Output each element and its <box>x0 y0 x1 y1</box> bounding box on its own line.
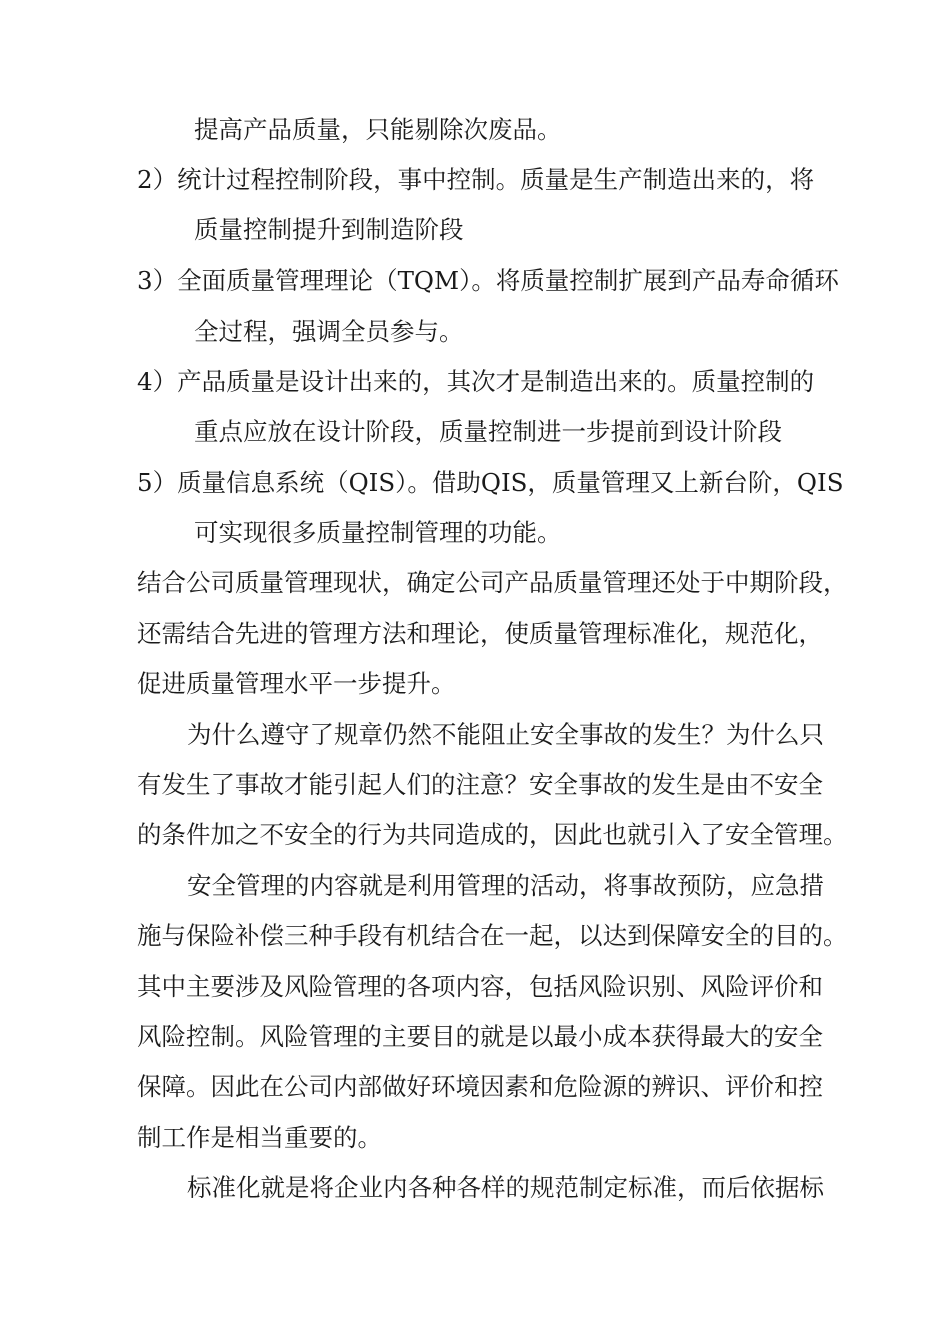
text-line: 还需结合先进的管理方法和理论，使质量管理标准化，规范化， <box>137 619 823 648</box>
text-line: 重点应放在设计阶段，质量控制进一步提前到设计阶段 <box>194 417 782 446</box>
text-line: 施与保险补偿三种手段有机结合在一起，以达到保障安全的目的。 <box>137 921 848 950</box>
text-line: 安全管理的内容就是利用管理的活动，将事故预防，应急措 <box>187 871 824 900</box>
text-line: 5）质量信息系统（QIS）。借助QIS，质量管理又上新台阶，QIS <box>137 468 844 497</box>
text-line: 促进质量管理水平一步提升。 <box>137 669 456 698</box>
text-line: 2）统计过程控制阶段，事中控制。质量是生产制造出来的，将 <box>137 165 815 194</box>
text-line: 制工作是相当重要的。 <box>137 1123 382 1152</box>
text-line: 为什么遵守了规章仍然不能阻止安全事故的发生？为什么只 <box>187 720 824 749</box>
text-line: 风险控制。风险管理的主要目的就是以最小成本获得最大的安全 <box>137 1022 823 1051</box>
text-line: 结合公司质量管理现状，确定公司产品质量管理还处于中期阶段， <box>137 568 848 597</box>
text-line: 可实现很多质量控制管理的功能。 <box>194 518 562 547</box>
text-line: 的条件加之不安全的行为共同造成的，因此也就引入了安全管理。 <box>137 820 848 849</box>
text-line: 4）产品质量是设计出来的，其次才是制造出来的。质量控制的 <box>137 367 815 396</box>
text-line: 其中主要涉及风险管理的各项内容，包括风险识别、风险评价和 <box>137 972 823 1001</box>
text-line: 标准化就是将企业内各种各样的规范制定标准，而后依据标 <box>187 1173 824 1202</box>
text-line: 有发生了事故才能引起人们的注意？安全事故的发生是由不安全 <box>137 770 823 799</box>
text-line: 全过程，强调全员参与。 <box>194 317 464 346</box>
text-line: 提高产品质量，只能剔除次废品。 <box>194 115 562 144</box>
text-line: 保障。因此在公司内部做好环境因素和危险源的辨识、评价和控 <box>137 1072 823 1101</box>
text-line: 3）全面质量管理理论（TQM）。将质量控制扩展到产品寿命循环 <box>137 266 839 295</box>
text-line: 质量控制提升到制造阶段 <box>194 215 464 244</box>
